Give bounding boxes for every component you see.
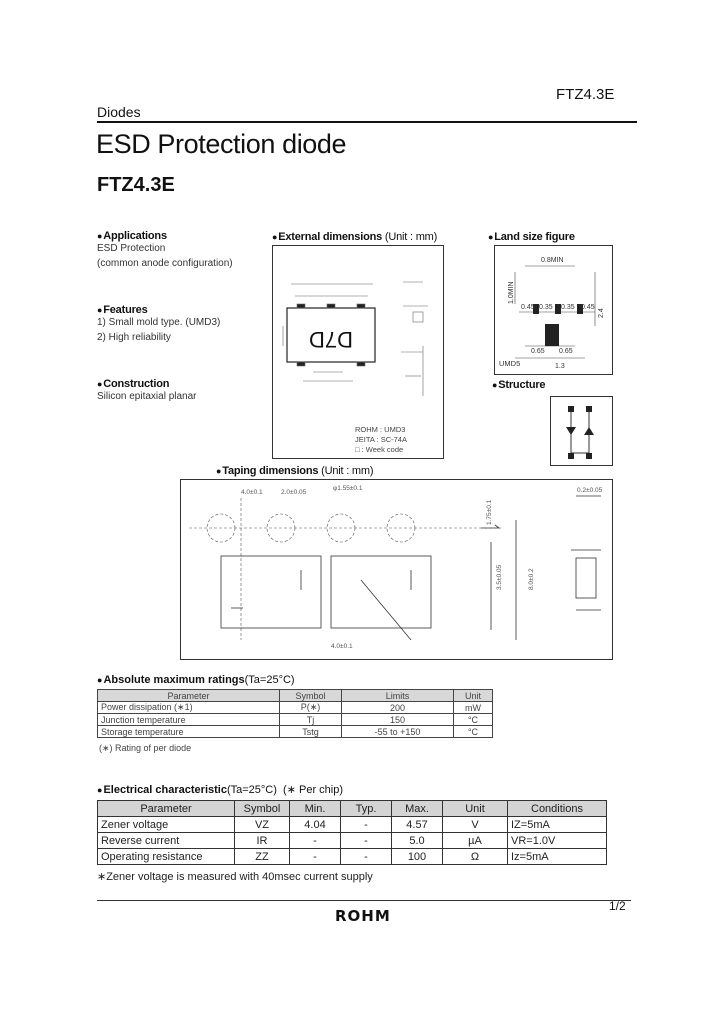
bullet-icon: ●	[272, 232, 278, 242]
part-subtitle: FTZ4.3E	[97, 174, 175, 196]
taping-label-7: 4.0±0.1	[331, 643, 353, 650]
taping-dimensions-box	[180, 479, 613, 660]
column-header: Symbol	[280, 690, 342, 702]
table-cell: -	[290, 833, 341, 849]
land-bottom-total: 1.3	[555, 363, 565, 370]
table-row	[98, 849, 607, 865]
electrical-title	[97, 783, 343, 796]
external-dimensions-drawing	[273, 246, 443, 458]
table-cell: Zener voltage	[98, 817, 235, 833]
land-bottom-value-1: 0.65	[531, 348, 545, 355]
table-cell: -	[341, 817, 392, 833]
table-cell: Ω	[443, 849, 508, 865]
land-right-label: 2.4	[598, 308, 605, 318]
column-header: Symbol	[235, 801, 290, 817]
table-cell: VR=1.0V	[508, 833, 607, 849]
bullet-icon: ●	[97, 231, 103, 241]
table-header-row	[98, 801, 607, 817]
table-cell: µA	[443, 833, 508, 849]
table-cell: Tstg	[280, 726, 342, 738]
table-cell: VZ	[235, 817, 290, 833]
bullet-icon: ●	[97, 379, 103, 389]
electrical-heading: Electrical characteristic	[103, 784, 227, 796]
table-row	[98, 817, 607, 833]
bullet-icon: ●	[488, 232, 494, 242]
land-value-1: 0.45	[521, 304, 535, 311]
land-size-box	[494, 245, 613, 375]
table-row	[98, 833, 607, 849]
table-cell: Iz=5mA	[508, 849, 607, 865]
abs-max-condition: (Ta=25°C)	[244, 674, 295, 686]
table-row	[98, 714, 493, 726]
bullet-icon: ●	[97, 675, 103, 685]
features-line-1: 1) Small mold type. (UMD3)	[97, 317, 221, 328]
electrical-per-chip: (∗ Per chip)	[283, 784, 343, 796]
column-header: Min.	[290, 801, 341, 817]
column-header: Max.	[392, 801, 443, 817]
column-header: Parameter	[98, 690, 280, 702]
structure-diagram	[551, 397, 612, 465]
table-row	[98, 702, 493, 714]
bullet-icon: ●	[97, 785, 103, 795]
electrical-condition: (Ta=25°C)	[226, 784, 277, 796]
rohm-logo: ROHM	[335, 907, 391, 925]
table-cell: -55 to +150	[342, 726, 454, 738]
taping-label-2: 2.0±0.05	[281, 489, 307, 496]
table-cell: mW	[454, 702, 493, 714]
table-cell: Operating resistance	[98, 849, 235, 865]
legend-line-3: □ : Week code	[355, 445, 404, 454]
table-cell: 100	[392, 849, 443, 865]
bullet-icon: ●	[492, 380, 498, 390]
legend-line-2: JEITA : SC-74A	[355, 435, 407, 444]
table-cell: 150	[342, 714, 454, 726]
taping-label-4: 8.0±0.2	[528, 568, 535, 590]
land-value-3: 0.35	[561, 304, 575, 311]
abs-max-heading: Absolute maximum ratings	[103, 674, 245, 686]
electrical-table	[97, 800, 607, 865]
marking-code: D7D	[308, 327, 354, 352]
structure-box	[550, 396, 613, 466]
header-divider	[97, 121, 637, 123]
taping-label-6: 1.75±0.1	[486, 499, 493, 525]
construction-line-1: Silicon epitaxial planar	[97, 391, 197, 402]
footer-divider	[97, 900, 631, 901]
taping-dimensions-title	[216, 465, 373, 477]
applications-section	[97, 230, 233, 271]
structure-title	[492, 379, 545, 391]
column-header: Limits	[342, 690, 454, 702]
electrical-note: ∗Zener voltage is measured with 40msec current supply	[97, 871, 373, 883]
land-size-drawing	[495, 246, 612, 374]
bullet-icon: ●	[97, 305, 103, 315]
table-cell: -	[341, 833, 392, 849]
legend-line-1: ROHM : UMD3	[355, 425, 406, 434]
table-cell: IZ=5mA	[508, 817, 607, 833]
external-dimensions-heading: External dimensions	[278, 231, 383, 243]
table-cell: Junction temperature	[98, 714, 280, 726]
applications-line-1: ESD Protection	[97, 243, 166, 254]
abs-max-note: (∗) Rating of per diode	[99, 743, 192, 753]
taping-label-3: φ1.55±0.1	[333, 485, 363, 492]
table-cell: -	[341, 849, 392, 865]
table-cell: Tj	[280, 714, 342, 726]
features-line-2: 2) High reliability	[97, 331, 171, 343]
features-heading: Features	[103, 304, 148, 316]
table-cell: 4.57	[392, 817, 443, 833]
table-cell: Power dissipation (∗1)	[98, 702, 280, 714]
land-size-heading: Land size figure	[494, 231, 575, 243]
land-bottom-value-2: 0.65	[559, 348, 573, 355]
column-header: Conditions	[508, 801, 607, 817]
page-number: 1/2	[609, 899, 626, 913]
taping-label-8: 0.2±0.05	[577, 487, 603, 494]
land-size-title	[488, 231, 575, 243]
bullet-icon: ●	[216, 466, 222, 476]
table-cell: Storage temperature	[98, 726, 280, 738]
taping-label-1: 4.0±0.1	[241, 489, 263, 496]
table-cell: IR	[235, 833, 290, 849]
page-title: ESD Protection diode	[96, 129, 347, 159]
table-cell: 200	[342, 702, 454, 714]
table-cell: 4.04	[290, 817, 341, 833]
table-cell: °C	[454, 714, 493, 726]
external-dimensions-box	[272, 245, 444, 459]
structure-heading: Structure	[498, 379, 546, 391]
category-label: Diodes	[97, 104, 141, 120]
land-value-4: 0.45	[581, 304, 595, 311]
features-section	[97, 304, 220, 345]
table-cell: °C	[454, 726, 493, 738]
external-dimensions-unit: (Unit : mm)	[384, 231, 438, 243]
taping-dimensions-heading: Taping dimensions	[222, 465, 319, 477]
table-row	[98, 726, 493, 738]
part-number-header: FTZ4.3E	[556, 86, 615, 103]
taping-label-5: 3.5±0.05	[496, 564, 503, 590]
abs-max-table	[97, 689, 493, 738]
table-cell: P(∗)	[280, 702, 342, 714]
column-header: Parameter	[98, 801, 235, 817]
table-cell: V	[443, 817, 508, 833]
table-cell: -	[290, 849, 341, 865]
column-header: Unit	[454, 690, 493, 702]
taping-drawing	[181, 480, 612, 659]
applications-line-2: (common anode configuration)	[97, 257, 233, 269]
construction-heading: Construction	[103, 378, 170, 390]
construction-section	[97, 378, 197, 405]
land-top-label: 0.8MIN	[541, 257, 564, 264]
land-value-2: 0.35	[539, 304, 553, 311]
table-header-row	[98, 690, 493, 702]
external-dimensions-title	[272, 231, 437, 243]
land-package: UMD5	[499, 359, 521, 368]
table-cell: Reverse current	[98, 833, 235, 849]
table-cell: 5.0	[392, 833, 443, 849]
table-cell: ZZ	[235, 849, 290, 865]
land-side-label: 1.0MIN	[508, 281, 515, 304]
applications-heading: Applications	[103, 230, 167, 242]
abs-max-title	[97, 674, 295, 686]
column-header: Unit	[443, 801, 508, 817]
column-header: Typ.	[341, 801, 392, 817]
taping-dimensions-unit: (Unit : mm)	[321, 465, 374, 477]
